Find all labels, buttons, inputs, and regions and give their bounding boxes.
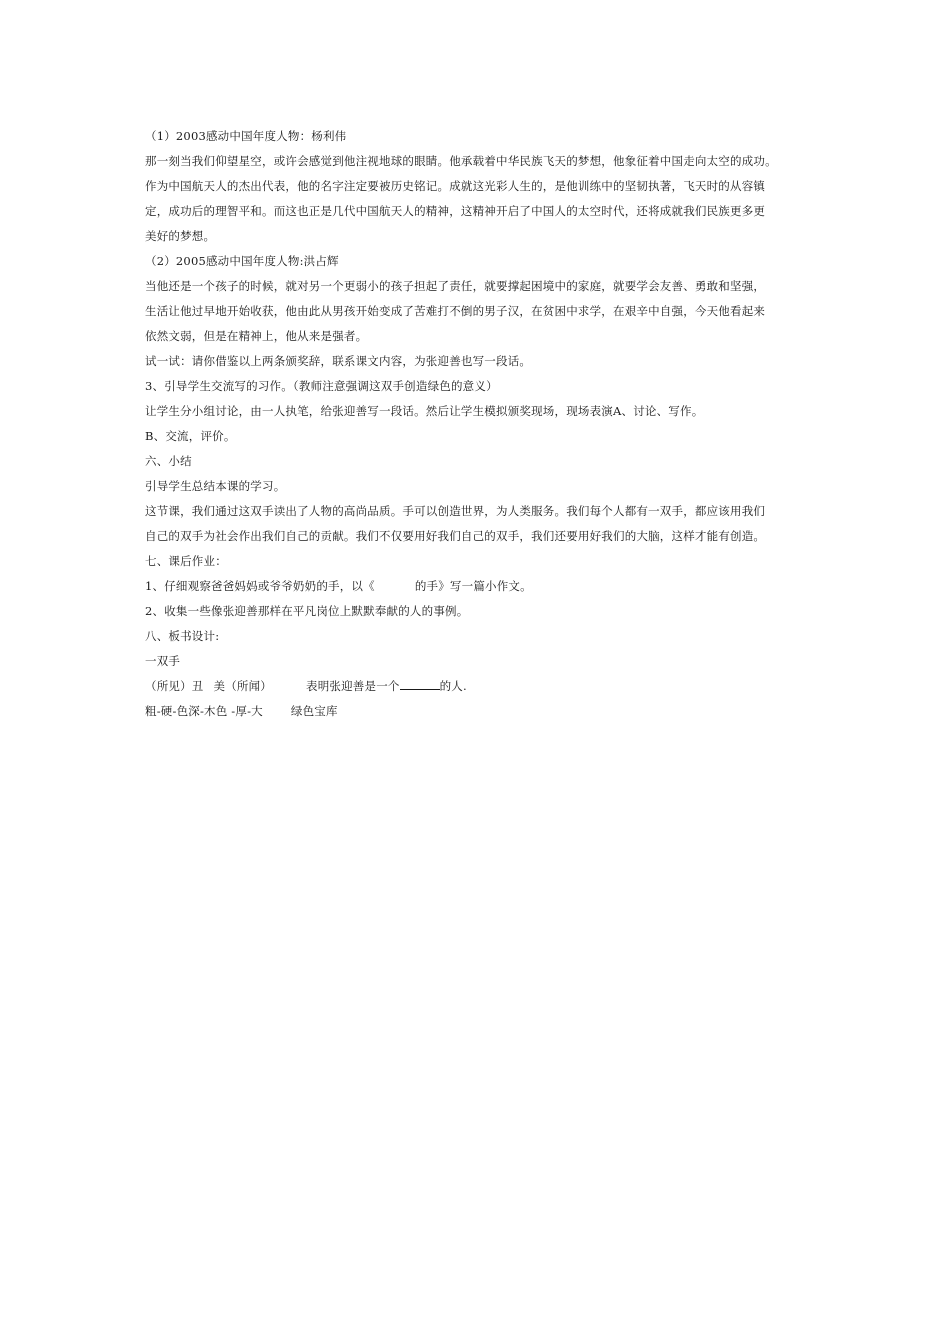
homework-item-2: 2、收集一些像张迎善那样在平凡岗位上默默奉献的人的事例。 bbox=[145, 604, 469, 618]
heading-2003-person: （1）2003感动中国年度人物：杨利伟 bbox=[145, 129, 347, 143]
board-conclusion-start: 表明张迎善是一个 bbox=[306, 679, 400, 693]
paragraph-line: 引导学生总结本课的学习。 bbox=[145, 479, 286, 493]
board-heard-beautiful: 美（所闻） bbox=[213, 679, 272, 693]
paragraph-line: B、交流，评价。 bbox=[145, 429, 236, 443]
board-row-2 bbox=[145, 699, 825, 724]
heading-2005-person: （2）2005感动中国年度人物:洪占辉 bbox=[145, 254, 339, 268]
paragraph-line: 美好的梦想。 bbox=[145, 229, 216, 243]
paragraph-line: 那一刻当我们仰望星空，或许会感觉到他注视地球的眼睛。他承载着中华民族飞天的梦想，他象征着中国走向太空的成功。 bbox=[145, 154, 777, 168]
homework-item-1 bbox=[145, 574, 825, 599]
fill-in-blank bbox=[400, 678, 440, 690]
board-features: 粗-硬-色深-木色 -厚-大 bbox=[145, 704, 263, 718]
paragraph-line: 依然文弱，但是在精神上，他从来是强者。 bbox=[145, 329, 368, 343]
homework-item-1-start: 1、仔细观察爸爸妈妈或爷爷奶奶的手，以《 bbox=[145, 579, 375, 593]
homework-item-1-end: 的手》写一篇小作文。 bbox=[414, 579, 532, 593]
board-conclusion-end: 的人. bbox=[439, 679, 467, 693]
paragraph-line: 生活让他过早地开始收获，他由此从男孩开始变成了苦难打不倒的男子汉，在贫困中求学，在艰辛中自强，今天他看起来 bbox=[145, 304, 766, 318]
board-row-1 bbox=[145, 674, 825, 699]
paragraph-line: 自己的双手为社会作出我们自己的贡献。我们不仅要用好我们自己的双手，我们还要用好我们的大脑，这样才能有创造。 bbox=[145, 529, 766, 543]
paragraph-line: 作为中国航天人的杰出代表，他的名字注定要被历史铭记。成就这光彩人生的，是他训练中的坚韧执著，飞天时的从容镇 bbox=[145, 179, 766, 193]
paragraph-line: 定，成功后的理智平和。而这也正是几代中国航天人的精神，这精神开启了中国人的太空时代，还将成就我们民族更多更 bbox=[145, 204, 766, 218]
paragraph-line: 让学生分小组讨论，由一人执笔，给张迎善写一段话。然后让学生模拟颁奖现场，现场表演A、讨论、写作。 bbox=[145, 404, 704, 418]
section-heading-homework: 七、课后作业： bbox=[145, 554, 227, 568]
paragraph-line: 3、引导学生交流写的习作。（教师注意强调这双手创造绿色的意义） bbox=[145, 379, 498, 393]
board-green-treasury: 绿色宝库 bbox=[290, 704, 338, 718]
board-title: 一双手 bbox=[145, 654, 181, 668]
paragraph-line: 这节课，我们通过这双手读出了人物的高尚品质。手可以创造世界，为人类服务。我们每个人都有一双手，都应该用我们 bbox=[145, 504, 766, 518]
paragraph-line: 试一试：请你借鉴以上两条颁奖辞，联系课文内容，为张迎善也写一段话。 bbox=[145, 354, 532, 368]
document-body bbox=[145, 124, 825, 724]
section-heading-summary: 六、小结 bbox=[145, 454, 192, 468]
paragraph-line: 当他还是一个孩子的时候，就对另一个更弱小的孩子担起了责任，就要撑起困境中的家庭，就要学会友善、勇敢和坚强， bbox=[145, 279, 766, 293]
section-heading-board-design: 八、板书设计: bbox=[145, 629, 220, 643]
board-seen-ugly: （所见）丑 bbox=[145, 679, 204, 693]
